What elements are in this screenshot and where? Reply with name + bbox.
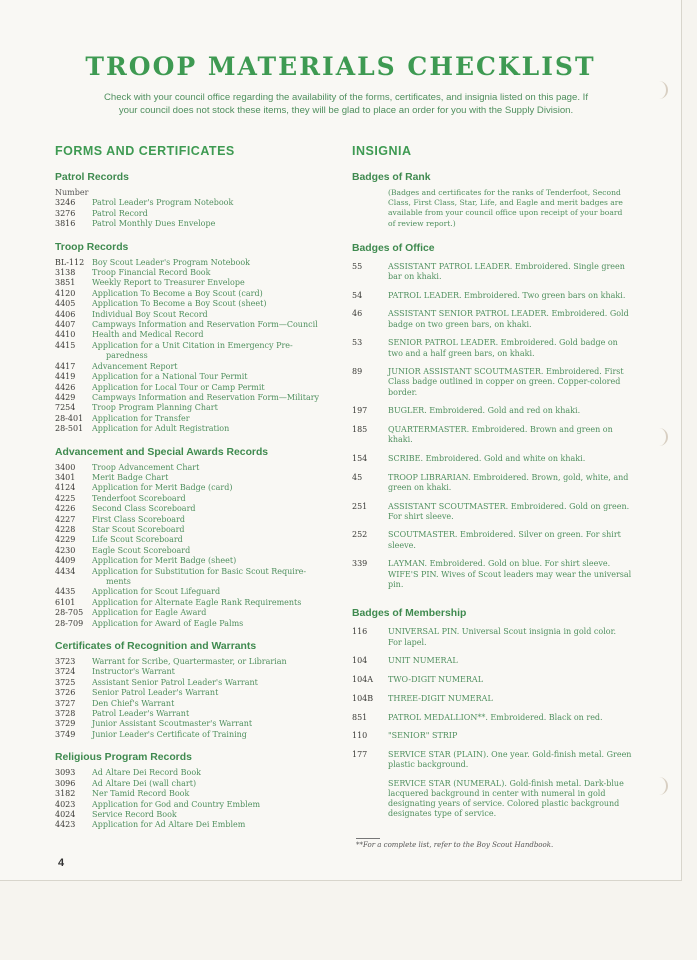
list-item — [55, 730, 340, 740]
item-number: 4410 — [55, 330, 76, 340]
item-title: Weekly Report to Treasurer Envelope — [92, 278, 245, 288]
item-title: Application for Ad Altare Dei Emblem — [92, 820, 246, 830]
item-description: LAYMAN. Embroidered. Gold on blue. For shirt sleeve. WIFE'S PIN. Wives of Scout leaders may wear the universal pin. — [388, 559, 632, 589]
item-number: 4405 — [55, 299, 76, 309]
item-number: 55 — [352, 261, 363, 271]
item-title: Troop Program Planning Chart — [92, 403, 218, 413]
item-number: 28-709 — [55, 618, 84, 628]
item-title: Campways Information and Reservation Form—Military — [92, 392, 320, 402]
item-description: UNIT NUMERAL — [388, 656, 458, 666]
intro-paragraph: Check with your council office regarding the availability of the forms, certificates, and insignia listed on this page. If your council does not stock these items, they will be glad to place an order for you with the Supply Division. — [103, 92, 589, 116]
item-description: BUGLER. Embroidered. Gold and red on khaki. — [388, 406, 581, 416]
item-number: 3096 — [55, 778, 76, 788]
list-item — [55, 414, 340, 424]
list-item — [55, 556, 340, 566]
item-description: SCRIBE. Embroidered. Gold and white on khaki. — [388, 453, 586, 463]
item-number: 4229 — [55, 535, 76, 545]
item-title: Instructor's Warrant — [92, 667, 175, 677]
item-number: 3401 — [55, 472, 76, 482]
list-item — [55, 463, 340, 473]
list-item — [55, 577, 340, 587]
insignia-item — [352, 694, 632, 704]
insignia-item — [352, 779, 632, 820]
list-item — [55, 320, 340, 330]
item-number: 185 — [352, 425, 368, 435]
item-number: 3400 — [55, 462, 76, 472]
item-description: THREE-DIGIT NUMERAL — [388, 693, 493, 703]
item-number: 3729 — [55, 719, 76, 729]
insignia-item — [352, 367, 632, 398]
list-item — [55, 403, 340, 413]
insignia-item — [352, 713, 632, 723]
insignia-item — [352, 656, 632, 666]
insignia-item — [352, 731, 632, 741]
badges-of-office-heading: Badges of Office — [352, 242, 435, 254]
item-title: Troop Advancement Chart — [92, 462, 200, 472]
item-title: ments — [106, 577, 131, 586]
list-item — [55, 341, 340, 351]
item-title: Application for Adult Registration — [92, 424, 230, 434]
item-number: 252 — [352, 530, 368, 540]
insignia-item — [352, 454, 632, 464]
item-number: 339 — [352, 559, 368, 569]
list-item — [55, 525, 340, 535]
item-number: 4023 — [55, 799, 76, 809]
item-title: Campways Information and Reservation Form—Council — [92, 320, 318, 330]
item-title: Application To Become a Boy Scout (card) — [92, 288, 263, 298]
list-item — [55, 546, 340, 556]
item-title: Ad Altare Dei Record Book — [92, 768, 202, 778]
item-number: 6101 — [55, 597, 76, 607]
insignia-item — [352, 627, 632, 647]
list-item — [55, 768, 340, 778]
list-item — [55, 473, 340, 483]
item-title: Application for a National Tour Permit — [92, 372, 248, 382]
certificates-heading: Certificates of Recognition and Warrants — [55, 641, 257, 653]
item-description: SENIOR PATROL LEADER. Embroidered. Gold badge on two and a half green bars, on khaki. — [388, 338, 618, 358]
item-number: 3182 — [55, 789, 76, 799]
item-number: 53 — [352, 338, 363, 348]
item-number: 4409 — [55, 556, 76, 566]
item-number: 4429 — [55, 392, 76, 402]
item-title: Service Record Book — [92, 809, 177, 819]
item-title: Application for a Unit Citation in Emergency Pre- — [92, 340, 293, 350]
troop-records-heading: Troop Records — [55, 241, 129, 253]
item-title: Patrol Leader's Warrant — [92, 709, 190, 719]
item-number: 3724 — [55, 667, 76, 677]
list-item — [55, 657, 340, 667]
item-title: Second Class Scoreboard — [92, 504, 196, 514]
item-description: SERVICE STAR (PLAIN). One year. Gold-finish metal. Green plastic background. — [388, 749, 632, 770]
insignia-item — [352, 502, 632, 522]
list-item — [55, 494, 340, 504]
item-number: 4228 — [55, 524, 76, 534]
page-title: TROOP MATERIALS CHECKLIST — [85, 52, 596, 81]
list-item — [55, 515, 340, 525]
item-title: Application for Substitution for Basic Scout Require- — [92, 566, 307, 576]
item-description: "SENIOR" STRIP — [388, 731, 458, 741]
list-item — [55, 598, 340, 608]
item-number — [352, 779, 388, 820]
item-title: Ner Tamid Record Book — [92, 789, 190, 799]
item-description: TROOP LIBRARIAN. Embroidered. Brown, gold, white, and green on khaki. — [388, 472, 629, 492]
item-number: BL-112 — [55, 257, 85, 267]
list-item — [55, 619, 340, 629]
badges-of-office-list — [352, 262, 632, 590]
footnote: **For a complete list, refer to the Boy Scout Handbook. — [356, 841, 554, 849]
item-title: Tenderfoot Scoreboard — [92, 493, 186, 503]
item-number: 28-705 — [55, 608, 84, 618]
list-item — [55, 587, 340, 597]
list-item — [55, 567, 340, 577]
item-number: 4226 — [55, 504, 76, 514]
item-title: Senior Patrol Leader's Warrant — [92, 688, 219, 698]
list-item — [55, 535, 340, 545]
list-item — [55, 688, 340, 698]
list-item — [55, 424, 340, 434]
item-number: 4406 — [55, 309, 76, 319]
list-item — [55, 278, 340, 288]
item-number: 3723 — [55, 657, 76, 667]
item-number: 28-401 — [55, 413, 84, 423]
item-number: 4415 — [55, 340, 76, 350]
item-number: 3816 — [55, 219, 76, 229]
item-number: 116 — [352, 627, 368, 637]
insignia-item — [352, 675, 632, 685]
item-title: Application for Scout Lifeguard — [92, 587, 221, 597]
list-item — [55, 789, 340, 799]
list-item — [55, 719, 340, 729]
item-number: 4407 — [55, 320, 76, 330]
insignia-item — [352, 338, 632, 358]
item-number: 3728 — [55, 709, 76, 719]
patrol-records-list — [55, 198, 340, 229]
binder-hole-bottom — [656, 777, 668, 795]
item-description: PATROL MEDALLION**. Embroidered. Black on red. — [388, 712, 603, 722]
insignia-column — [352, 144, 632, 828]
number-label: Number — [55, 188, 89, 197]
item-description: ASSISTANT SCOUTMASTER. Embroidered. Gold on green. For shirt sleeve. — [388, 501, 630, 521]
badges-of-membership-heading: Badges of Membership — [352, 608, 467, 620]
certificates-list — [55, 657, 340, 740]
item-number: 4423 — [55, 820, 76, 830]
item-number: 3138 — [55, 268, 76, 278]
item-number: 3727 — [55, 698, 76, 708]
insignia-item — [352, 425, 632, 445]
item-number: 45 — [352, 472, 363, 482]
item-description: SCOUTMASTER. Embroidered. Silver on green. For shirt sleeve. — [388, 530, 621, 550]
list-item — [55, 699, 340, 709]
list-item — [55, 608, 340, 618]
item-title: Patrol Record — [92, 208, 148, 218]
item-number: 4227 — [55, 514, 76, 524]
list-item — [55, 209, 340, 219]
page-number: 4 — [58, 857, 65, 869]
item-description: JUNIOR ASSISTANT SCOUTMASTER. Embroidered. First Class badge outlined in copper on green. Copper-colored border. — [388, 367, 624, 397]
item-title: Application To Become a Boy Scout (sheet) — [92, 299, 267, 309]
list-item — [55, 299, 340, 309]
insignia-heading: INSIGNIA — [352, 144, 412, 158]
list-item — [55, 268, 340, 278]
list-item — [55, 258, 340, 268]
insignia-item — [352, 750, 632, 770]
item-number — [55, 577, 92, 587]
item-description: ASSISTANT SENIOR PATROL LEADER. Embroidered. Gold badge on two green bars, on khaki. — [388, 309, 629, 329]
list-item — [55, 198, 340, 208]
troop-records-list — [55, 258, 340, 435]
item-description: SERVICE STAR (NUMERAL). Gold-finish metal. Dark-blue lacquered background in center with numeral in gold designating years of service. Colored plastic background designates type of service. — [388, 778, 624, 819]
item-number: 154 — [352, 453, 368, 463]
item-number: 4434 — [55, 566, 76, 576]
item-number: 3851 — [55, 278, 76, 288]
item-description: QUARTERMASTER. Embroidered. Brown and green on khaki. — [388, 425, 613, 445]
list-item — [55, 709, 340, 719]
item-title: First Class Scoreboard — [92, 514, 185, 524]
insignia-item — [352, 406, 632, 416]
patrol-records-heading: Patrol Records — [55, 172, 129, 183]
item-number: 110 — [352, 731, 368, 741]
list-item — [55, 330, 340, 340]
item-number: 4426 — [55, 382, 76, 392]
item-number: 46 — [352, 309, 363, 319]
badges-of-rank-note: (Badges and certificates for the ranks of Tenderfoot, Second Class, First Class, Star, Life, and Eagle and merit badges are available from your council office upon receipt of your board of review report.) — [388, 188, 623, 228]
item-title: Advancement Report — [92, 361, 178, 371]
list-item — [55, 504, 340, 514]
binder-hole-top — [656, 81, 668, 99]
item-number: 104 — [352, 656, 368, 666]
item-number: 3093 — [55, 768, 76, 778]
badges-of-membership-list — [352, 627, 632, 819]
item-number: 28-501 — [55, 424, 84, 434]
item-title: Junior Assistant Scoutmaster's Warrant — [92, 719, 253, 729]
list-item — [55, 800, 340, 810]
item-title: Patrol Monthly Dues Envelope — [92, 219, 216, 229]
list-item — [55, 393, 340, 403]
insignia-item — [352, 530, 632, 550]
badges-of-rank-heading: Badges of Rank — [352, 172, 431, 183]
list-item — [55, 383, 340, 393]
item-description: PATROL LEADER. Embroidered. Two green bars on khaki. — [388, 290, 626, 300]
religious-records-heading: Religious Program Records — [55, 752, 192, 764]
item-number: 54 — [352, 290, 363, 300]
list-item — [55, 362, 340, 372]
item-title: Application for Merit Badge (sheet) — [92, 556, 237, 566]
list-item — [55, 289, 340, 299]
insignia-item — [352, 262, 632, 282]
item-number: 3726 — [55, 688, 76, 698]
item-title: paredness — [106, 351, 148, 361]
item-title: Application for Merit Badge (card) — [92, 483, 233, 493]
insignia-item — [352, 473, 632, 493]
item-title: Merit Badge Chart — [92, 472, 169, 482]
item-title: Application for Local Tour or Camp Permit — [92, 382, 265, 392]
item-number — [55, 351, 92, 361]
item-number: 104B — [352, 693, 374, 703]
item-description: ASSISTANT PATROL LEADER. Embroidered. Single green bar on khaki. — [388, 261, 625, 282]
item-title: Application for Award of Eagle Palms — [92, 618, 244, 628]
list-item — [55, 351, 340, 361]
item-number: 4124 — [55, 483, 76, 493]
insignia-item — [352, 559, 632, 590]
item-title: Boy Scout Leader's Program Notebook — [92, 257, 251, 267]
list-item — [55, 820, 340, 830]
item-number: 89 — [352, 367, 363, 377]
advancement-records-heading: Advancement and Special Awards Records — [55, 446, 269, 458]
item-number: 3246 — [55, 198, 76, 208]
insignia-item — [352, 291, 632, 301]
item-number: 251 — [352, 501, 368, 511]
list-item — [55, 310, 340, 320]
item-title: Warrant for Scribe, Quartermaster, or Librarian — [92, 657, 287, 667]
footnote-rule — [356, 838, 380, 839]
item-title: Patrol Leader's Program Notebook — [92, 198, 234, 208]
item-title: Star Scout Scoreboard — [92, 524, 185, 534]
item-title: Troop Financial Record Book — [92, 268, 211, 278]
item-title: Assistant Senior Patrol Leader's Warrant — [92, 677, 258, 687]
item-number: 7254 — [55, 403, 76, 413]
list-item — [55, 678, 340, 688]
list-item — [55, 219, 340, 229]
item-title: Individual Boy Scout Record — [92, 309, 208, 319]
item-number: 3276 — [55, 208, 76, 218]
item-title: Den Chief's Warrant — [92, 698, 175, 708]
item-number: 4435 — [55, 587, 76, 597]
item-number: 4120 — [55, 288, 76, 298]
binder-hole-middle — [656, 428, 668, 446]
forms-column — [55, 144, 340, 831]
item-number: 4230 — [55, 545, 76, 555]
list-item — [55, 810, 340, 820]
item-number: 4417 — [55, 361, 76, 371]
item-title: Health and Medical Record — [92, 330, 204, 340]
item-description: TWO-DIGIT NUMERAL — [388, 675, 484, 685]
item-description: UNIVERSAL PIN. Universal Scout insignia in gold color. For lapel. — [388, 627, 617, 647]
item-number: 4419 — [55, 372, 76, 382]
advancement-records-list — [55, 463, 340, 630]
item-number: 177 — [352, 749, 368, 759]
list-item — [55, 483, 340, 493]
item-title: Life Scout Scoreboard — [92, 535, 183, 545]
insignia-item — [352, 309, 632, 329]
item-number: 3749 — [55, 729, 76, 739]
item-title: Ad Altare Dei (wall chart) — [92, 778, 197, 788]
item-number: 851 — [352, 712, 368, 722]
item-number: 3725 — [55, 677, 76, 687]
item-number: 197 — [352, 406, 368, 416]
item-title: Application for God and Country Emblem — [92, 799, 261, 809]
list-item — [55, 372, 340, 382]
religious-records-list — [55, 768, 340, 830]
item-number: 104A — [352, 675, 374, 685]
item-number: 4024 — [55, 809, 76, 819]
forms-heading: FORMS AND CERTIFICATES — [55, 144, 235, 158]
list-item — [55, 667, 340, 677]
item-number: 4225 — [55, 493, 76, 503]
item-title: Application for Alternate Eagle Rank Requirements — [92, 597, 302, 607]
item-title: Junior Leader's Certificate of Training — [92, 729, 247, 739]
item-title: Application for Eagle Award — [92, 608, 207, 618]
item-title: Eagle Scout Scoreboard — [92, 545, 191, 555]
list-item — [55, 779, 340, 789]
item-title: Application for Transfer — [92, 413, 190, 423]
